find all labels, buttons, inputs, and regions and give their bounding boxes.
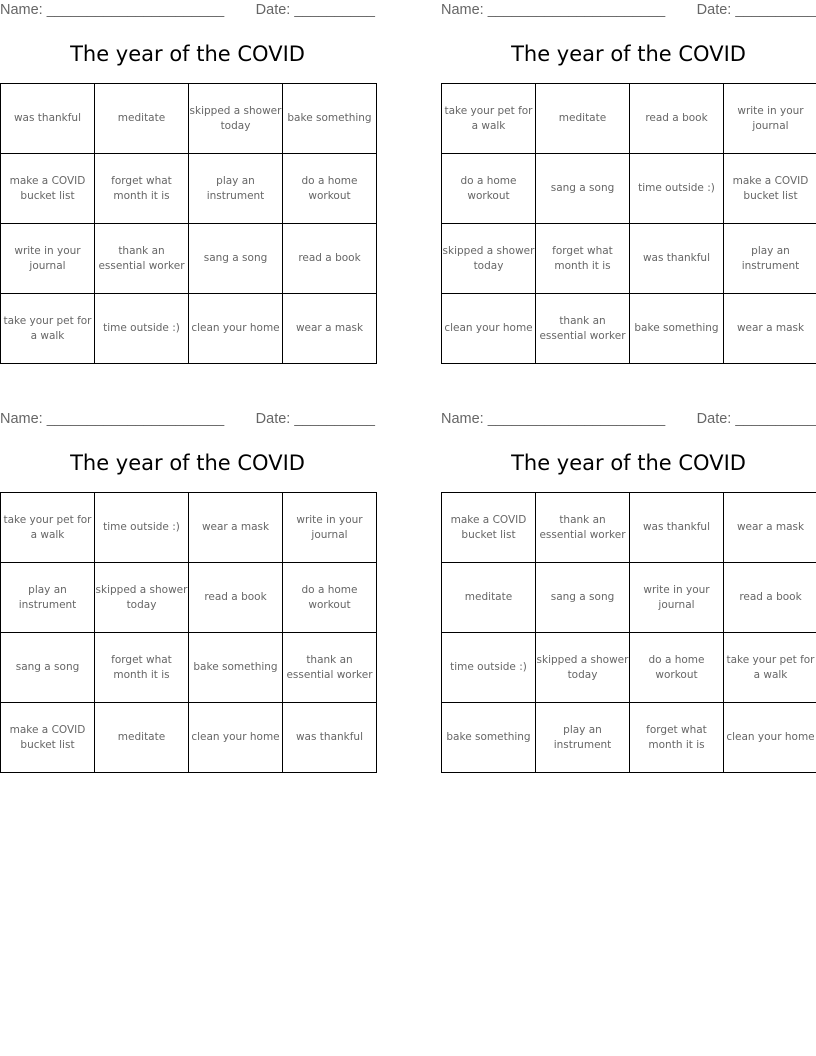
bingo-cell: bake something [442,703,536,773]
grid-row [1,493,377,563]
bingo-cell: do a home workout [283,154,377,224]
bingo-card [0,0,375,365]
grid-row [442,224,816,294]
bingo-cell: do a home workout [283,563,377,633]
card-title: The year of the COVID [511,451,746,475]
bingo-cell: thank an essential worker [536,294,630,364]
bingo-cell: time outside :) [95,294,189,364]
date-field: Date: __________ [696,2,816,18]
bingo-cell: sang a song [189,224,283,294]
bingo-cell: meditate [95,84,189,154]
grid-row [1,224,377,294]
bingo-cell: thank an essential worker [95,224,189,294]
name-field: Name: ______________________ [0,2,225,18]
bingo-cell: bake something [283,84,377,154]
bingo-cell: sang a song [1,633,95,703]
card-title: The year of the COVID [70,451,305,475]
grid-row [442,563,816,633]
bingo-cell: make a COVID bucket list [1,154,95,224]
name-field: Name: ______________________ [0,411,225,427]
bingo-cell: take your pet for a walk [1,493,95,563]
date-field: Date: __________ [255,2,375,18]
grid-row [1,294,377,364]
bingo-cell: meditate [536,84,630,154]
grid-row [442,154,816,224]
bingo-cell: play an instrument [1,563,95,633]
bingo-cell: was thankful [630,224,724,294]
bingo-cell: meditate [442,563,536,633]
bingo-cell: clean your home [724,703,816,773]
name-field: Name: ______________________ [441,411,666,427]
bingo-cell: thank an essential worker [283,633,377,703]
grid-row [442,84,816,154]
bingo-cell: wear a mask [189,493,283,563]
grid-row [1,563,377,633]
card-title: The year of the COVID [511,42,746,66]
bingo-cell: read a book [189,563,283,633]
grid-row [1,154,377,224]
bingo-cell: play an instrument [724,224,816,294]
bingo-cell: was thankful [283,703,377,773]
bingo-cell: was thankful [1,84,95,154]
bingo-cell: meditate [95,703,189,773]
bingo-cell: forget what month it is [630,703,724,773]
bingo-cell: make a COVID bucket list [442,493,536,563]
card-header [0,411,375,429]
bingo-card [0,409,375,774]
bingo-cell: time outside :) [442,633,536,703]
card-header [0,2,375,20]
bingo-grid [441,83,816,364]
bingo-cell: was thankful [630,493,724,563]
bingo-cell: take your pet for a walk [442,84,536,154]
bingo-cell: play an instrument [189,154,283,224]
bingo-cell: take your pet for a walk [724,633,816,703]
bingo-cell: clean your home [442,294,536,364]
card-header [441,2,816,20]
bingo-cell: take your pet for a walk [1,294,95,364]
bingo-cell: do a home workout [630,633,724,703]
bingo-cell: write in your journal [283,493,377,563]
grid-row [442,703,816,773]
bingo-cell: play an instrument [536,703,630,773]
bingo-cell: forget what month it is [536,224,630,294]
bingo-grid [0,83,377,364]
grid-row [1,633,377,703]
bingo-cell: bake something [630,294,724,364]
card-title: The year of the COVID [70,42,305,66]
grid-row [1,84,377,154]
bingo-cell: sang a song [536,154,630,224]
bingo-cell: skipped a shower today [189,84,283,154]
date-field: Date: __________ [696,411,816,427]
bingo-cell: do a home workout [442,154,536,224]
bingo-cell: read a book [283,224,377,294]
bingo-cell: read a book [724,563,816,633]
bingo-grid [441,492,816,773]
bingo-card [441,409,816,774]
bingo-cell: skipped a shower today [95,563,189,633]
bingo-cell: wear a mask [283,294,377,364]
bingo-cell: bake something [189,633,283,703]
bingo-cell: clean your home [189,294,283,364]
bingo-cell: clean your home [189,703,283,773]
bingo-cell: write in your journal [724,84,816,154]
bingo-card [441,0,816,365]
bingo-grid [0,492,377,773]
bingo-cell: wear a mask [724,493,816,563]
bingo-cell: time outside :) [630,154,724,224]
card-header [441,411,816,429]
grid-row [442,294,816,364]
bingo-cell: make a COVID bucket list [1,703,95,773]
name-field: Name: ______________________ [441,2,666,18]
bingo-cell: sang a song [536,563,630,633]
bingo-cell: write in your journal [1,224,95,294]
bingo-cell: skipped a shower today [536,633,630,703]
bingo-cell: time outside :) [95,493,189,563]
bingo-cell: thank an essential worker [536,493,630,563]
bingo-cell: read a book [630,84,724,154]
grid-row [1,703,377,773]
bingo-cell: skipped a shower today [442,224,536,294]
bingo-cell: forget what month it is [95,154,189,224]
bingo-cell: make a COVID bucket list [724,154,816,224]
grid-row [442,493,816,563]
bingo-cell: write in your journal [630,563,724,633]
bingo-cell: wear a mask [724,294,816,364]
bingo-cell: forget what month it is [95,633,189,703]
grid-row [442,633,816,703]
date-field: Date: __________ [255,411,375,427]
